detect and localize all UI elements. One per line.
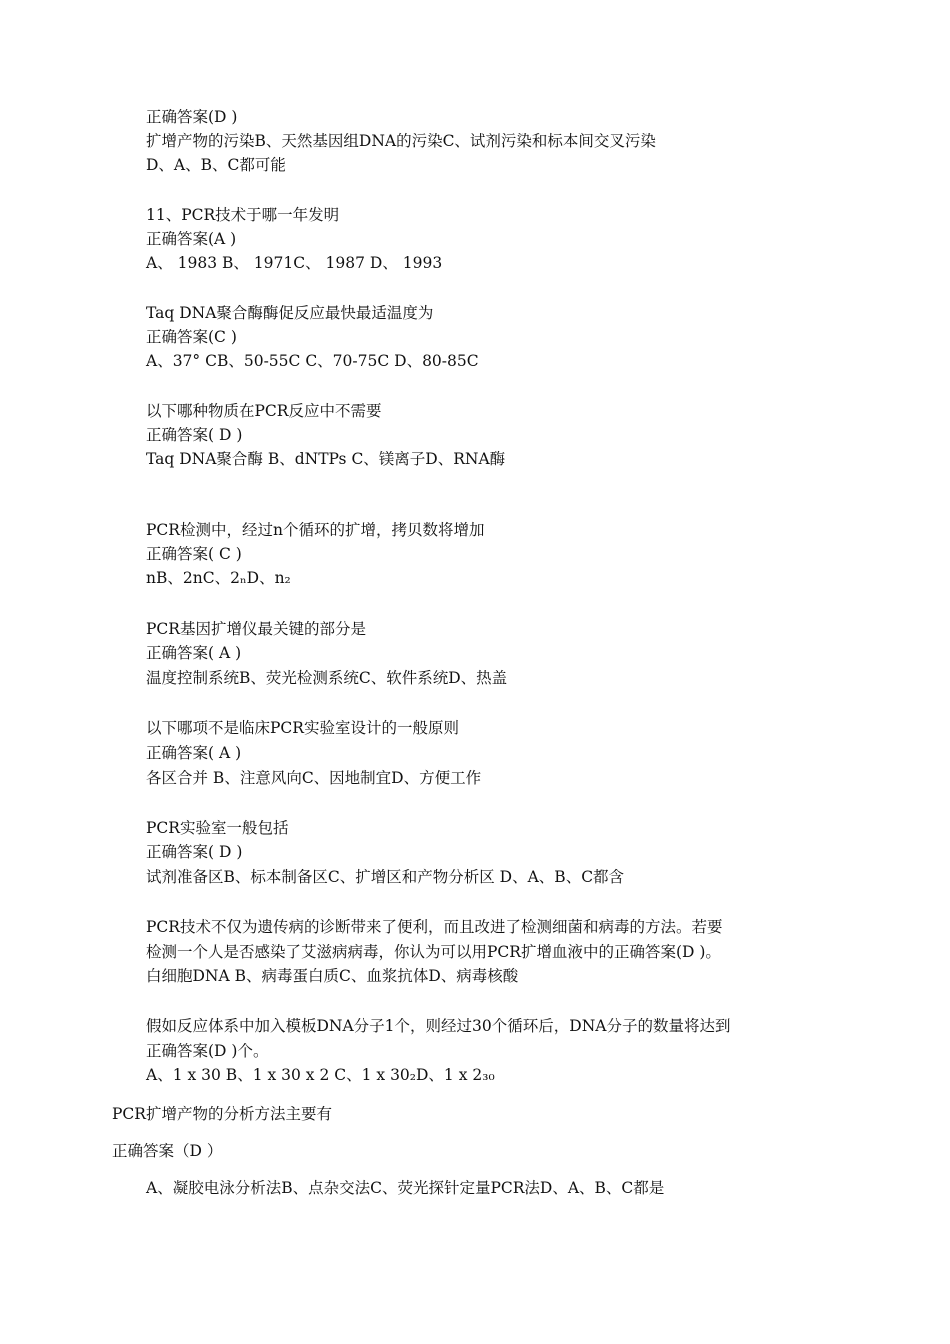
question-stem: 11、PCR技术于哪一年发明: [146, 206, 340, 224]
question-stem: Taq DNA聚合酶酶促反应最快最适温度为: [146, 304, 434, 322]
options-line: A、凝胶电泳分析法B、点杂交法C、荧光探针定量PCR法D、A、B、C都是: [146, 1179, 665, 1197]
options-line: 试剂准备区B、标本制备区C、扩增区和产物分析区 D、A、B、C都含: [146, 868, 625, 886]
options-line: D、A、B、C都可能: [146, 156, 286, 174]
answer-line: 正确答案（D ）: [112, 1142, 223, 1160]
question-stem: PCR检测中，经过n个循环的扩增，拷贝数将增加: [146, 521, 485, 539]
question-stem: PCR扩增产物的分析方法主要有: [112, 1105, 332, 1123]
answer-line: 正确答案( D ): [146, 426, 243, 444]
question-stem: PCR技术不仅为遗传病的诊断带来了便利，而且改进了检测细菌和病毒的方法。若要: [146, 918, 723, 936]
answer-line: 正确答案( C ): [146, 545, 242, 563]
options-line: Taq DNA聚合酶 B、dNTPs C、镁离子D、RNA酶: [146, 450, 506, 468]
answer-line: 正确答案( D ): [146, 843, 243, 861]
options-line: A、37° CB、50-55C C、70-75C D、80-85C: [146, 352, 479, 370]
options-line: 温度控制系统B、荧光检测系统C、软件系统D、热盖: [146, 669, 508, 687]
question-stem: 检测一个人是否感染了艾滋病病毒，你认为可以用PCR扩增血液中的正确答案(D )。: [146, 943, 721, 961]
question-stem: 正确答案(D )个。: [146, 1042, 269, 1060]
answer-line: 正确答案(D ): [146, 108, 238, 126]
options-line: A、 1983 B、 1971C、 1987 D、 1993: [146, 254, 443, 272]
question-stem: 以下哪种物质在PCR反应中不需要: [146, 402, 382, 420]
options-line: 白细胞DNA B、病毒蛋白质C、血浆抗体D、病毒核酸: [146, 967, 519, 985]
answer-line: 正确答案(C ): [146, 328, 237, 346]
answer-line: 正确答案( A ): [146, 744, 242, 762]
answer-line: 正确答案( A ): [146, 644, 242, 662]
answer-line: 正确答案(A ): [146, 230, 237, 248]
options-line: 各区合并 B、注意风向C、因地制宜D、方便工作: [146, 769, 482, 787]
options-line: A、1 x 30 B、1 x 30 x 2 C、1 x 30₂D、1 x 2₃₀: [146, 1066, 495, 1084]
question-stem: PCR基因扩增仪最关键的部分是: [146, 620, 366, 638]
options-line: 扩增产物的污染B、天然基因组DNA的污染C、试剂污染和标本间交叉污染: [146, 132, 656, 150]
question-stem: PCR实验室一般包括: [146, 819, 289, 837]
question-stem: 以下哪项不是临床PCR实验室设计的一般原则: [146, 719, 459, 737]
question-stem: 假如反应体系中加入模板DNA分子1个，则经过30个循环后，DNA分子的数量将达到: [146, 1017, 731, 1035]
options-line: nB、2nC、2ₙD、n₂: [146, 569, 291, 587]
